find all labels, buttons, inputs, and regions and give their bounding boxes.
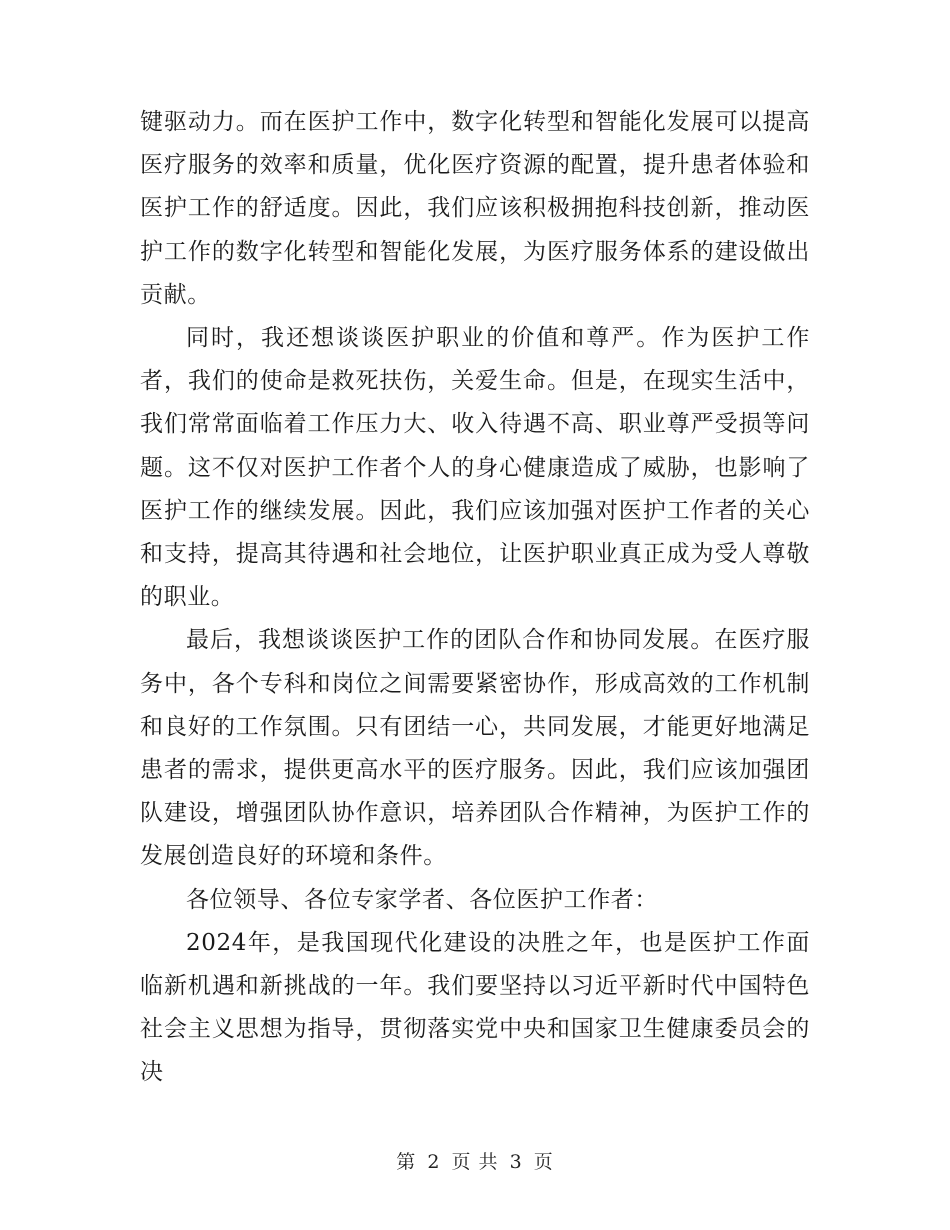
document-body bbox=[140, 101, 810, 1095]
paragraph-1: 键驱动力。而在医护工作中，数字化转型和智能化发展可以提高医疗服务的效率和质量，优化医疗资源的配置，提升患者体验和医护工作的舒适度。因此，我们应该积极拥抱科技创新，推动医护工作的数字化转型和智能化发展，为医疗服务体系的建设做出贡献。 bbox=[140, 109, 810, 308]
paragraph-3: 最后，我想谈谈医护工作的团队合作和协同发展。在医疗服务中，各个专科和岗位之间需要紧密协作，形成高效的工作机制和良好的工作氛围。只有团结一心，共同发展，才能更好地满足患者的需求，提供更高水平的医疗服务。因此，我们应该加强团队建设，增强团队协作意识，培养团队合作精神，为医护工作的发展创造良好的环境和条件。 bbox=[140, 627, 810, 870]
footer-current-page: 2 bbox=[427, 1151, 441, 1173]
footer-middle: 页 共 bbox=[451, 1151, 499, 1173]
paragraph-2: 同时，我还想谈谈医护职业的价值和尊严。作为医护工作者，我们的使命是救死扶伤，关爱生命。但是，在现实生活中，我们常常面临着工作压力大、收入待遇不高、职业尊严受损等问题。这不仅对医护工作者个人的身心健康造成了威胁，也影响了医护工作的继续发展。因此，我们应该加强对医护工作者的关心和支持，提高其待遇和社会地位，让医护职业真正成为受人尊敬的职业。 bbox=[140, 325, 810, 611]
footer-suffix: 页 bbox=[533, 1151, 554, 1173]
paragraph-5: 2024年，是我国现代化建设的决胜之年，也是医护工作面临新机遇和新挑战的一年。我们要坚持以习近平新时代中国特色社会主义思想为指导，贯彻落实党中央和国家卫生健康委员会的决 bbox=[140, 929, 810, 1086]
paragraph-4-salutation: 各位领导、各位专家学者、各位医护工作者： bbox=[186, 886, 658, 913]
footer-total-pages: 3 bbox=[509, 1151, 523, 1173]
page-number-footer bbox=[0, 1147, 950, 1174]
footer-prefix: 第 bbox=[396, 1151, 417, 1173]
